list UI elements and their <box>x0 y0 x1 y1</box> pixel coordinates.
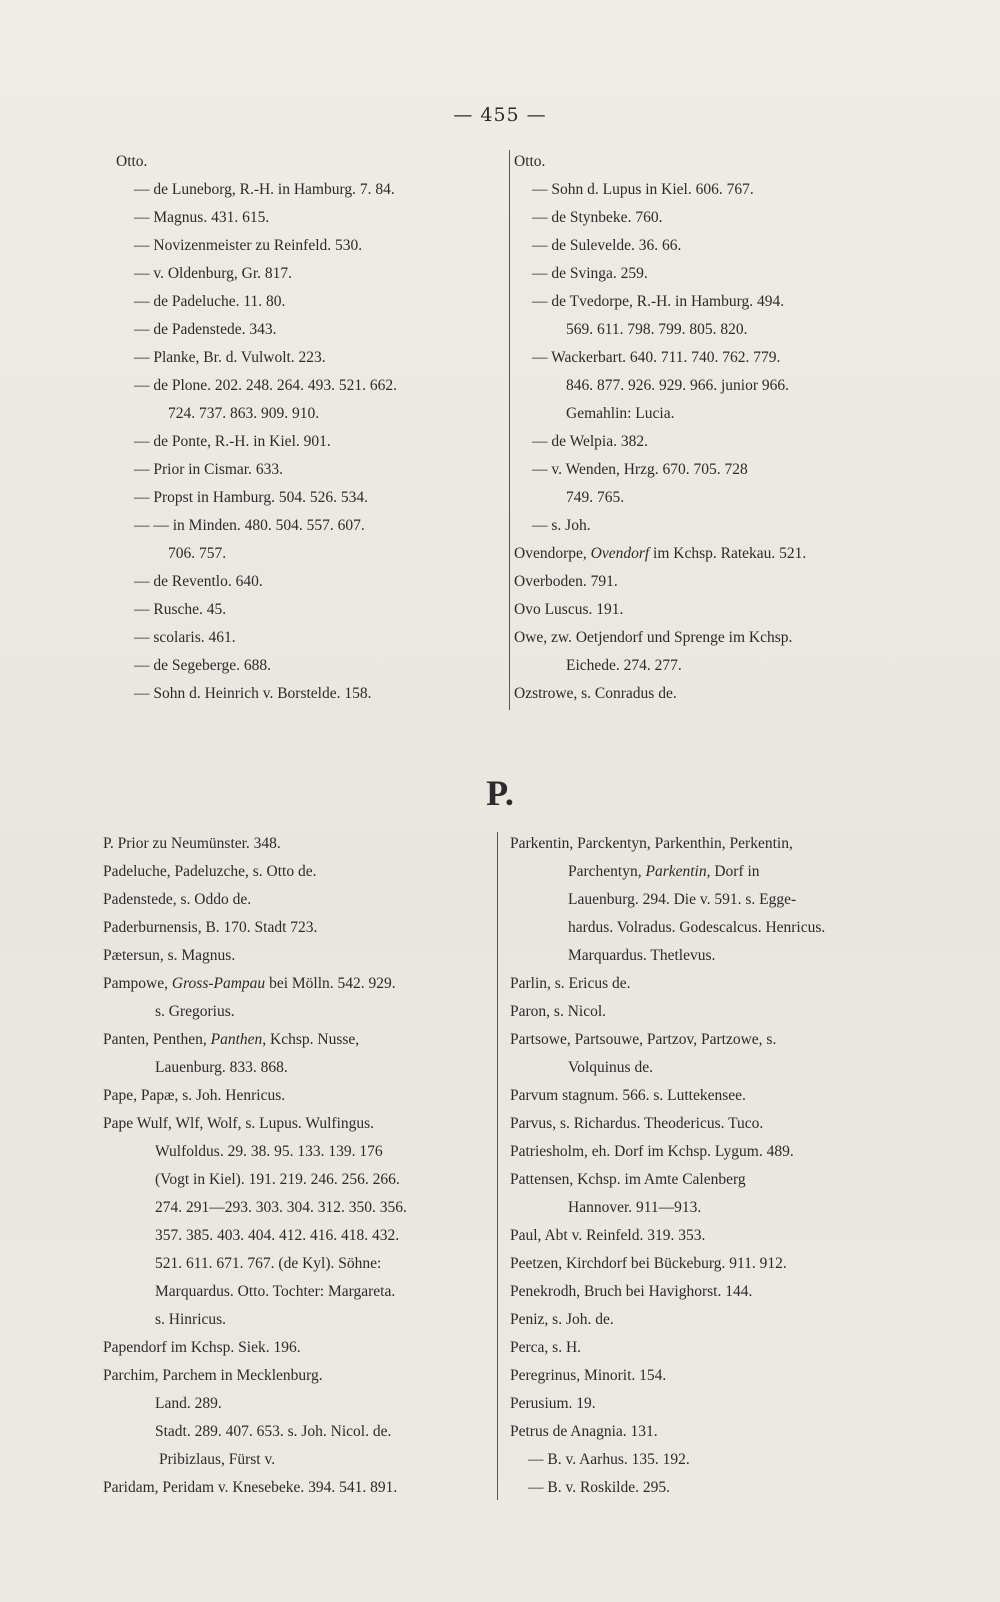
entry-text: Parkentin, Parckentyn, Parkenthin, Perkentin, <box>510 835 793 852</box>
index-entry-line <box>510 1166 825 1194</box>
index-entry-line <box>103 1278 407 1306</box>
entry-text: (Vogt in Kiel). 191. 219. 246. 256. 266. <box>155 1171 400 1188</box>
index-entry-line <box>116 344 397 372</box>
index-entry-line <box>514 344 806 372</box>
index-entry-line <box>103 914 407 942</box>
entry-text: Owe, zw. Oetjendorf und Sprenge im Kchsp. <box>514 629 793 646</box>
entry-text: Patriesholm, eh. Dorf im Kchsp. Lygum. 489. <box>510 1143 794 1160</box>
index-entry-line <box>514 204 806 232</box>
entry-text: Padenstede, s. Oddo de. <box>103 891 252 908</box>
entry-text: Peregrinus, Minorit. 154. <box>510 1367 667 1384</box>
entry-text: — Novizenmeister zu Reinfeld. 530. <box>134 237 363 254</box>
index-entry-line <box>510 858 825 886</box>
index-entry-line <box>510 1222 825 1250</box>
index-entry-line <box>116 596 397 624</box>
index-entry-line <box>103 1390 407 1418</box>
index-entry-line <box>116 652 397 680</box>
index-entry-line <box>116 204 397 232</box>
index-entry-line <box>514 456 806 484</box>
entry-text: Perca, s. H. <box>510 1339 582 1356</box>
index-entry-line <box>103 1334 407 1362</box>
entry-text: — de Segeberge. 688. <box>134 657 272 674</box>
entry-text: 357. 385. 403. 404. 412. 416. 418. 432. <box>155 1227 400 1244</box>
entry-text: Padeluche, Padeluzche, s. Otto de. <box>103 863 317 880</box>
index-entry-line <box>514 260 806 288</box>
entry-text: 749. 765. <box>566 489 625 506</box>
index-entry-line <box>510 1026 825 1054</box>
entry-text: — de Sulevelde. 36. 66. <box>532 237 682 254</box>
index-entry-line <box>103 1082 407 1110</box>
index-entry-line <box>116 400 397 428</box>
entry-text: — Sohn d. Heinrich v. Borstelde. 158. <box>134 685 372 702</box>
entry-text: Parchentyn, <box>568 863 646 880</box>
entry-text: Stadt. 289. 407. 653. s. Joh. Nicol. de. <box>155 1423 392 1440</box>
entry-text: 724. 737. 863. 909. 910. <box>168 405 320 422</box>
index-entry-line <box>514 652 806 680</box>
index-entry-line <box>103 886 407 914</box>
entry-text: 274. 291—293. 303. 304. 312. 350. 356. <box>155 1199 407 1216</box>
entry-text: — Wackerbart. 640. 711. 740. 762. 779. <box>532 349 781 366</box>
index-entry-line <box>103 1026 407 1054</box>
index-entry-line <box>116 624 397 652</box>
index-entry-line <box>103 1418 407 1446</box>
index-entry-line <box>103 1250 407 1278</box>
entry-text: Parvus, s. Richardus. Theodericus. Tuco. <box>510 1115 764 1132</box>
index-entry-line <box>510 1250 825 1278</box>
entry-text: Lauenburg. 833. 868. <box>155 1059 288 1076</box>
upper-left-column <box>116 148 397 708</box>
index-entry-line <box>510 1138 825 1166</box>
index-entry-line <box>103 1222 407 1250</box>
entry-text: — B. v. Roskilde. 295. <box>528 1479 670 1496</box>
entry-text: — de Padeluche. 11. 80. <box>134 293 286 310</box>
entry-text: Pattensen, Kchsp. im Amte Calenberg <box>510 1171 746 1188</box>
index-entry-line <box>510 970 825 998</box>
entry-text: Marquardus. Otto. Tochter: Margareta. <box>155 1283 396 1300</box>
index-entry-line <box>116 680 397 708</box>
entry-text: s. Hinricus. <box>155 1311 227 1328</box>
entry-italic-text: Parkentin, <box>645 863 711 880</box>
entry-text: Lauenburg. 294. Die v. 591. s. Egge- <box>568 891 797 908</box>
entry-text: Overboden. 791. <box>514 573 618 590</box>
entry-text: Ovo Luscus. 191. <box>514 601 624 618</box>
index-entry-line <box>116 540 397 568</box>
entry-text: Eichede. 274. 277. <box>566 657 682 674</box>
index-entry-line <box>116 316 397 344</box>
entry-text: Otto. <box>514 153 546 170</box>
index-entry-line <box>116 148 397 176</box>
index-entry-line <box>510 1054 825 1082</box>
upper-column-rule <box>509 150 510 710</box>
index-entry-line <box>103 1446 407 1474</box>
index-entry-line <box>514 428 806 456</box>
index-entry-line <box>116 288 397 316</box>
entry-text: 846. 877. 926. 929. 966. junior 966. <box>566 377 790 394</box>
index-entry-line <box>510 942 825 970</box>
entry-italic-text: Ovendorf <box>590 545 650 562</box>
index-entry-line <box>116 428 397 456</box>
entry-text: — de Reventlo. 640. <box>134 573 263 590</box>
index-entry-line <box>103 970 407 998</box>
entry-text: — v. Oldenburg, Gr. 817. <box>134 265 293 282</box>
entry-text: — s. Joh. <box>532 517 591 534</box>
index-entry-line <box>510 914 825 942</box>
entry-text: — Magnus. 431. 615. <box>134 209 270 226</box>
entry-text: — de Stynbeke. 760. <box>532 209 663 226</box>
index-entry-line <box>510 830 825 858</box>
entry-text: Parlin, s. Ericus de. <box>510 975 631 992</box>
index-entry-line <box>514 400 806 428</box>
section-letter: P. <box>486 773 514 813</box>
entry-text: — v. Wenden, Hrzg. 670. 705. 728 <box>532 461 748 478</box>
entry-text: Panten, Penthen, <box>103 1031 211 1048</box>
entry-text: Otto. <box>116 153 148 170</box>
upper-right-column <box>514 148 806 708</box>
entry-text: Land. 289. <box>155 1395 222 1412</box>
entry-italic-text: Panthen, <box>210 1031 267 1048</box>
entry-text: hardus. Volradus. Godescalcus. Henricus. <box>568 919 826 936</box>
index-entry-line <box>103 998 407 1026</box>
entry-text: — de Welpia. 382. <box>532 433 648 450</box>
index-entry-line <box>510 1390 825 1418</box>
index-entry-line <box>514 288 806 316</box>
entry-text: Peniz, s. Joh. de. <box>510 1311 614 1328</box>
index-entry-line <box>103 858 407 886</box>
entry-text: — de Svinga. 259. <box>532 265 648 282</box>
index-entry-line <box>116 456 397 484</box>
entry-text: Paderburnensis, B. 170. Stadt 723. <box>103 919 318 936</box>
entry-text: — B. v. Aarhus. 135. 192. <box>528 1451 690 1468</box>
index-entry-line <box>116 484 397 512</box>
entry-text: — scolaris. 461. <box>134 629 236 646</box>
entry-text: — de Tvedorpe, R.-H. in Hamburg. 494. <box>532 293 785 310</box>
index-entry-line <box>116 512 397 540</box>
index-entry-line <box>103 1110 407 1138</box>
entry-text: Penekrodh, Bruch bei Havighorst. 144. <box>510 1283 753 1300</box>
index-entry-line <box>510 1110 825 1138</box>
index-entry-line <box>103 1166 407 1194</box>
entry-text: Pætersun, s. Magnus. <box>103 947 236 964</box>
entry-text: s. Gregorius. <box>155 1003 235 1020</box>
entry-text: — de Luneborg, R.-H. in Hamburg. 7. 84. <box>134 181 395 198</box>
entry-text: 706. 757. <box>168 545 227 562</box>
entry-text: Papendorf im Kchsp. Siek. 196. <box>103 1339 301 1356</box>
index-entry-line <box>514 512 806 540</box>
index-entry-line <box>103 1306 407 1334</box>
index-entry-line <box>510 1334 825 1362</box>
entry-text: Pape, Papæ, s. Joh. Henricus. <box>103 1087 286 1104</box>
index-entry-line <box>514 148 806 176</box>
index-entry-line <box>514 680 806 708</box>
entry-text: Petrus de Anagnia. 131. <box>510 1423 658 1440</box>
index-entry-line <box>514 316 806 344</box>
entry-text: Partsowe, Partsouwe, Partzov, Partzowe, s. <box>510 1031 777 1048</box>
entry-text: P. Prior zu Neumünster. 348. <box>103 835 281 852</box>
index-entry-line <box>116 176 397 204</box>
entry-text: Ozstrowe, s. Conradus de. <box>514 685 677 702</box>
entry-text: — Propst in Hamburg. 504. 526. 534. <box>134 489 368 506</box>
index-entry-line <box>514 484 806 512</box>
index-entry-line <box>510 1474 825 1502</box>
index-entry-line <box>510 1306 825 1334</box>
entry-italic-text: Gross-Pampau <box>171 975 266 992</box>
entry-text: Paul, Abt v. Reinfeld. 319. 353. <box>510 1227 706 1244</box>
index-entry-line <box>103 942 407 970</box>
entry-text: Marquardus. Thetlevus. <box>568 947 716 964</box>
entry-text: — de Padenstede. 343. <box>134 321 277 338</box>
entry-text: Peetzen, Kirchdorf bei Bückeburg. 911. 912. <box>510 1255 787 1272</box>
entry-text: Volquinus de. <box>568 1059 653 1076</box>
entry-text: — de Ponte, R.-H. in Kiel. 901. <box>134 433 331 450</box>
entry-text-tail: im Kchsp. Ratekau. 521. <box>649 545 807 562</box>
entry-text-tail: Kchsp. Nusse, <box>266 1031 360 1048</box>
entry-text-tail: Dorf in <box>710 863 760 880</box>
index-entry-line <box>510 1362 825 1390</box>
entry-text: Perusium. 19. <box>510 1395 596 1412</box>
entry-text: 521. 611. 671. 767. (de Kyl). Söhne: <box>155 1255 382 1272</box>
entry-text: Pampowe, <box>103 975 172 992</box>
index-entry-line <box>514 540 806 568</box>
index-entry-line <box>510 1446 825 1474</box>
index-entry-line <box>514 568 806 596</box>
entry-text: Wulfoldus. 29. 38. 95. 133. 139. 176 <box>155 1143 383 1160</box>
entry-text: — — in Minden. 480. 504. 557. 607. <box>134 517 365 534</box>
index-entry-line <box>510 998 825 1026</box>
entry-text: Ovendorpe, <box>514 545 591 562</box>
index-entry-line <box>103 830 407 858</box>
index-entry-line <box>103 1194 407 1222</box>
page-number: — 455 — <box>453 104 547 126</box>
index-entry-line <box>103 1054 407 1082</box>
entry-text-tail: bei Mölln. 542. 929. <box>265 975 396 992</box>
index-entry-line <box>510 886 825 914</box>
entry-text: Gemahlin: Lucia. <box>566 405 675 422</box>
index-entry-line <box>116 372 397 400</box>
entry-text: — Prior in Cismar. 633. <box>134 461 283 478</box>
entry-text: Parvum stagnum. 566. s. Luttekensee. <box>510 1087 746 1104</box>
index-entry-line <box>510 1082 825 1110</box>
index-entry-line <box>116 232 397 260</box>
entry-text: — Planke, Br. d. Vulwolt. 223. <box>134 349 326 366</box>
index-entry-line <box>116 260 397 288</box>
index-entry-line <box>116 568 397 596</box>
index-entry-line <box>510 1194 825 1222</box>
index-entry-line <box>514 624 806 652</box>
index-entry-line <box>510 1418 825 1446</box>
entry-text: Parchim, Parchem in Mecklenburg. <box>103 1367 323 1384</box>
entry-text: Paron, s. Nicol. <box>510 1003 607 1020</box>
entry-text: Pape Wulf, Wlf, Wolf, s. Lupus. Wulfingus. <box>103 1115 375 1132</box>
entry-text: — Sohn d. Lupus in Kiel. 606. 767. <box>532 181 754 198</box>
index-entry-line <box>514 232 806 260</box>
entry-text: Hannover. 911—913. <box>568 1199 702 1216</box>
index-entry-line <box>103 1362 407 1390</box>
index-entry-line <box>514 372 806 400</box>
index-entry-line <box>103 1138 407 1166</box>
lower-column-rule <box>497 832 498 1500</box>
entry-text: — Rusche. 45. <box>134 601 227 618</box>
lower-left-column <box>103 830 407 1502</box>
index-entry-line <box>103 1474 407 1502</box>
index-entry-line <box>514 596 806 624</box>
entry-text: Pribizlaus, Fürst v. <box>159 1451 276 1468</box>
entry-text: 569. 611. 798. 799. 805. 820. <box>566 321 748 338</box>
entry-text: Paridam, Peridam v. Knesebeke. 394. 541. 891. <box>103 1479 398 1496</box>
entry-text: — de Plone. 202. 248. 264. 493. 521. 662. <box>134 377 398 394</box>
lower-right-column <box>510 830 825 1502</box>
index-entry-line <box>510 1278 825 1306</box>
index-entry-line <box>514 176 806 204</box>
